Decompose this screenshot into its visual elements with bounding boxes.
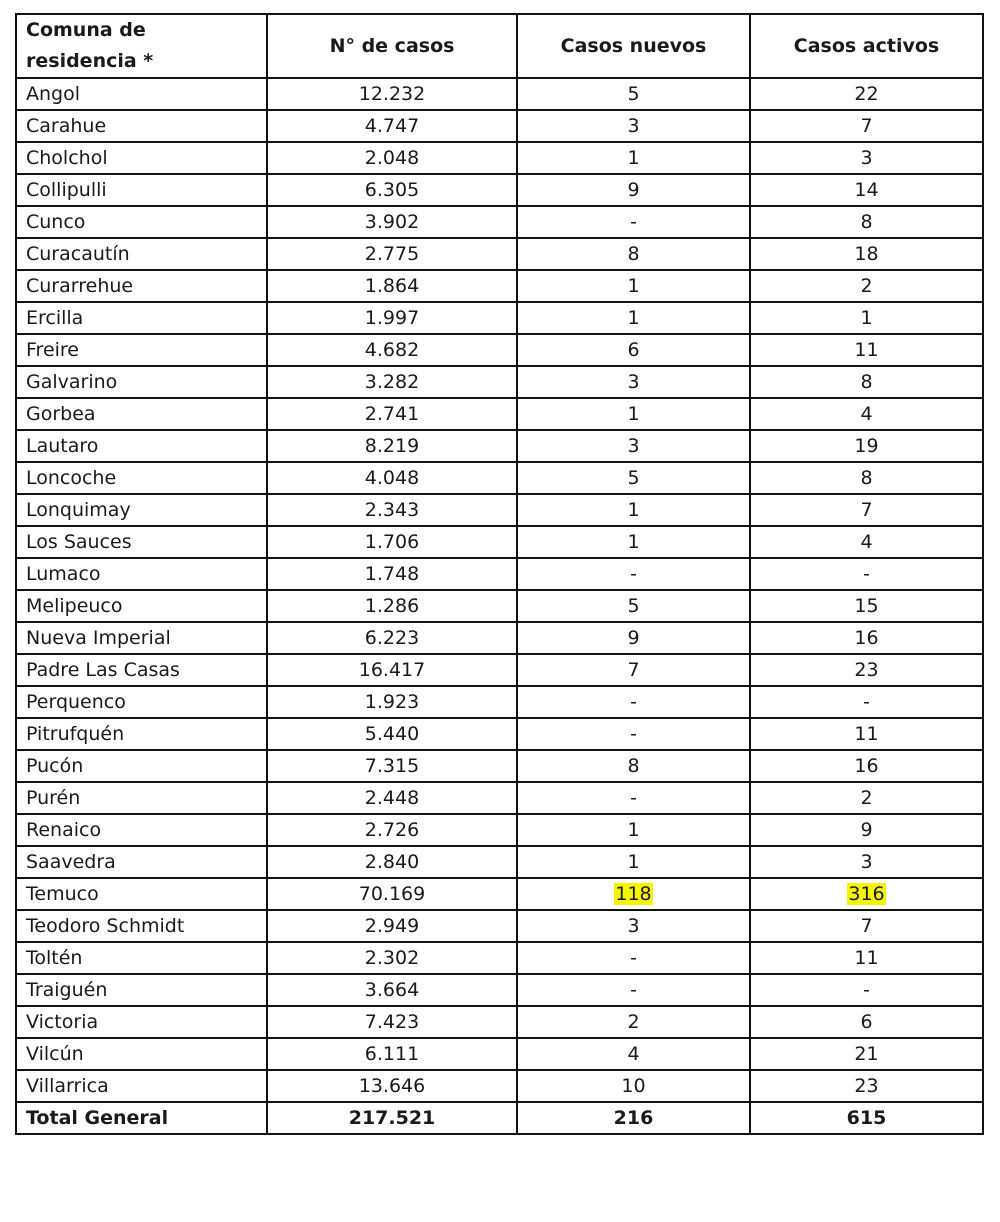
cell-num-casos: 2.726 xyxy=(267,814,517,846)
cell-comuna: Lumaco xyxy=(16,558,267,590)
cell-casos-nuevos: 1 xyxy=(517,526,750,558)
table-row xyxy=(16,654,983,686)
cell-comuna: Cunco xyxy=(16,206,267,238)
cell-casos-nuevos: 1 xyxy=(517,398,750,430)
cell-casos-nuevos: - xyxy=(517,942,750,974)
table-row xyxy=(16,526,983,558)
table-row xyxy=(16,78,983,110)
table-row xyxy=(16,686,983,718)
table-row xyxy=(16,622,983,654)
cell-comuna: Angol xyxy=(16,78,267,110)
cell-casos-activos: 23 xyxy=(750,654,983,686)
cell-comuna: Vilcún xyxy=(16,1038,267,1070)
cell-casos-activos: 11 xyxy=(750,942,983,974)
cell-casos-activos: 6 xyxy=(750,1006,983,1038)
cell-num-casos: 70.169 xyxy=(267,878,517,910)
cell-casos-activos: 7 xyxy=(750,110,983,142)
cell-casos-nuevos: - xyxy=(517,206,750,238)
header-comuna-line2: residencia * xyxy=(26,50,154,72)
cell-casos-activos: 22 xyxy=(750,78,983,110)
cell-comuna: Saavedra xyxy=(16,846,267,878)
cell-comuna: Los Sauces xyxy=(16,526,267,558)
cell-casos-activos: 21 xyxy=(750,1038,983,1070)
cell-casos-nuevos: 3 xyxy=(517,430,750,462)
cell-casos-activos: 2 xyxy=(750,782,983,814)
cell-num-casos: 16.417 xyxy=(267,654,517,686)
cell-casos-nuevos: 9 xyxy=(517,622,750,654)
table-row xyxy=(16,366,983,398)
cell-num-casos: 7.315 xyxy=(267,750,517,782)
cell-comuna: Galvarino xyxy=(16,366,267,398)
cell-casos-activos: 23 xyxy=(750,1070,983,1102)
cell-casos-activos: 16 xyxy=(750,622,983,654)
cell-casos-activos: 7 xyxy=(750,910,983,942)
cell-casos-activos: 19 xyxy=(750,430,983,462)
cell-comuna: Toltén xyxy=(16,942,267,974)
cell-comuna: Perquenco xyxy=(16,686,267,718)
total-row xyxy=(16,1102,983,1134)
cell-num-casos: 5.440 xyxy=(267,718,517,750)
table-row xyxy=(16,750,983,782)
header-casos-activos: Casos activos xyxy=(750,14,983,78)
cell-casos-nuevos: 3 xyxy=(517,110,750,142)
header-num-casos: N° de casos xyxy=(267,14,517,78)
cell-num-casos: 3.282 xyxy=(267,366,517,398)
cell-num-casos: 2.775 xyxy=(267,238,517,270)
cell-num-casos: 2.343 xyxy=(267,494,517,526)
table-row xyxy=(16,718,983,750)
cell-comuna: Gorbea xyxy=(16,398,267,430)
cell-casos-nuevos: 1 xyxy=(517,142,750,174)
cases-table-container xyxy=(15,13,984,1135)
cell-casos-nuevos: 1 xyxy=(517,814,750,846)
table-row xyxy=(16,942,983,974)
cell-num-casos: 1.748 xyxy=(267,558,517,590)
cell-comuna: Traiguén xyxy=(16,974,267,1006)
cell-num-casos: 1.864 xyxy=(267,270,517,302)
cell-casos-nuevos: 5 xyxy=(517,78,750,110)
table-row xyxy=(16,238,983,270)
table-row xyxy=(16,302,983,334)
cell-comuna: Curacautín xyxy=(16,238,267,270)
cell-comuna: Padre Las Casas xyxy=(16,654,267,686)
cell-casos-nuevos: 6 xyxy=(517,334,750,366)
cell-casos-nuevos: 5 xyxy=(517,462,750,494)
table-row xyxy=(16,142,983,174)
cell-num-casos: 6.305 xyxy=(267,174,517,206)
cell-casos-nuevos: 8 xyxy=(517,750,750,782)
table-row xyxy=(16,462,983,494)
cell-casos-activos: - xyxy=(750,686,983,718)
cell-comuna: Teodoro Schmidt xyxy=(16,910,267,942)
highlighted-value: 118 xyxy=(615,883,652,905)
total-activos: 615 xyxy=(750,1102,983,1134)
cell-comuna: Loncoche xyxy=(16,462,267,494)
cell-comuna: Pucón xyxy=(16,750,267,782)
cell-casos-nuevos: - xyxy=(517,686,750,718)
cell-casos-activos: 8 xyxy=(750,462,983,494)
cell-casos-activos: 15 xyxy=(750,590,983,622)
cell-casos-activos: 18 xyxy=(750,238,983,270)
cell-num-casos: 2.302 xyxy=(267,942,517,974)
table-row xyxy=(16,558,983,590)
cell-casos-activos: 9 xyxy=(750,814,983,846)
cell-num-casos: 1.923 xyxy=(267,686,517,718)
cell-casos-nuevos: 1 xyxy=(517,494,750,526)
cell-casos-nuevos: - xyxy=(517,974,750,1006)
cell-comuna: Temuco xyxy=(16,878,267,910)
table-row xyxy=(16,846,983,878)
table-row xyxy=(16,910,983,942)
table-body xyxy=(16,78,983,1102)
cell-casos-activos xyxy=(750,878,983,910)
cell-casos-nuevos: 1 xyxy=(517,302,750,334)
cell-casos-activos: 3 xyxy=(750,846,983,878)
highlighted-value: 316 xyxy=(848,883,885,905)
cell-num-casos: 1.997 xyxy=(267,302,517,334)
cell-num-casos: 2.048 xyxy=(267,142,517,174)
cell-casos-nuevos: 5 xyxy=(517,590,750,622)
total-nuevos: 216 xyxy=(517,1102,750,1134)
cell-comuna: Curarrehue xyxy=(16,270,267,302)
cell-casos-nuevos: 1 xyxy=(517,270,750,302)
cell-casos-nuevos: 3 xyxy=(517,366,750,398)
cell-num-casos: 7.423 xyxy=(267,1006,517,1038)
cell-num-casos: 2.840 xyxy=(267,846,517,878)
cell-num-casos: 4.048 xyxy=(267,462,517,494)
cell-num-casos: 12.232 xyxy=(267,78,517,110)
cell-num-casos: 1.706 xyxy=(267,526,517,558)
table-row xyxy=(16,174,983,206)
cell-casos-nuevos: 7 xyxy=(517,654,750,686)
table-row xyxy=(16,206,983,238)
cell-casos-activos: 14 xyxy=(750,174,983,206)
cell-comuna: Ercilla xyxy=(16,302,267,334)
cell-comuna: Freire xyxy=(16,334,267,366)
cell-casos-nuevos: - xyxy=(517,558,750,590)
cell-comuna: Villarrica xyxy=(16,1070,267,1102)
cell-comuna: Victoria xyxy=(16,1006,267,1038)
header-casos-nuevos: Casos nuevos xyxy=(517,14,750,78)
cell-comuna: Melipeuco xyxy=(16,590,267,622)
cell-comuna: Cholchol xyxy=(16,142,267,174)
table-row xyxy=(16,334,983,366)
cell-num-casos: 1.286 xyxy=(267,590,517,622)
cell-casos-activos: 16 xyxy=(750,750,983,782)
cell-casos-activos: - xyxy=(750,558,983,590)
table-row xyxy=(16,782,983,814)
cell-comuna: Pitrufquén xyxy=(16,718,267,750)
cell-casos-nuevos: 3 xyxy=(517,910,750,942)
table-row xyxy=(16,430,983,462)
cell-casos-nuevos: 9 xyxy=(517,174,750,206)
cases-by-commune-table xyxy=(15,13,984,1135)
cell-num-casos: 8.219 xyxy=(267,430,517,462)
cell-num-casos: 3.664 xyxy=(267,974,517,1006)
cell-casos-activos: 8 xyxy=(750,206,983,238)
header-row xyxy=(16,14,983,78)
cell-casos-activos: - xyxy=(750,974,983,1006)
cell-casos-activos: 2 xyxy=(750,270,983,302)
cell-num-casos: 3.902 xyxy=(267,206,517,238)
cell-casos-activos: 7 xyxy=(750,494,983,526)
cell-comuna: Purén xyxy=(16,782,267,814)
cell-casos-activos: 3 xyxy=(750,142,983,174)
cell-casos-nuevos: 1 xyxy=(517,846,750,878)
cell-num-casos: 6.223 xyxy=(267,622,517,654)
cell-casos-activos: 4 xyxy=(750,398,983,430)
cell-casos-nuevos: 8 xyxy=(517,238,750,270)
cell-casos-activos: 11 xyxy=(750,334,983,366)
cell-casos-nuevos: 10 xyxy=(517,1070,750,1102)
cell-num-casos: 2.949 xyxy=(267,910,517,942)
cell-num-casos: 2.741 xyxy=(267,398,517,430)
cell-comuna: Nueva Imperial xyxy=(16,622,267,654)
table-row xyxy=(16,1038,983,1070)
table-row xyxy=(16,110,983,142)
cell-casos-nuevos: 2 xyxy=(517,1006,750,1038)
table-row xyxy=(16,1070,983,1102)
table-row xyxy=(16,974,983,1006)
table-row xyxy=(16,398,983,430)
total-label: Total General xyxy=(16,1102,267,1134)
total-casos: 217.521 xyxy=(267,1102,517,1134)
table-row xyxy=(16,590,983,622)
header-comuna-line1: Comuna de xyxy=(26,19,146,41)
cell-num-casos: 2.448 xyxy=(267,782,517,814)
cell-casos-activos: 4 xyxy=(750,526,983,558)
table-row xyxy=(16,814,983,846)
cell-comuna: Collipulli xyxy=(16,174,267,206)
cell-casos-nuevos xyxy=(517,878,750,910)
cell-comuna: Carahue xyxy=(16,110,267,142)
cell-casos-nuevos: - xyxy=(517,718,750,750)
cell-num-casos: 4.747 xyxy=(267,110,517,142)
table-row xyxy=(16,270,983,302)
cell-num-casos: 6.111 xyxy=(267,1038,517,1070)
cell-comuna: Lautaro xyxy=(16,430,267,462)
table-row xyxy=(16,878,983,910)
cell-casos-activos: 8 xyxy=(750,366,983,398)
cell-comuna: Lonquimay xyxy=(16,494,267,526)
cell-casos-nuevos: - xyxy=(517,782,750,814)
table-row xyxy=(16,494,983,526)
cell-num-casos: 4.682 xyxy=(267,334,517,366)
cell-casos-activos: 11 xyxy=(750,718,983,750)
cell-comuna: Renaico xyxy=(16,814,267,846)
cell-casos-nuevos: 4 xyxy=(517,1038,750,1070)
header-comuna xyxy=(16,14,267,78)
cell-num-casos: 13.646 xyxy=(267,1070,517,1102)
cell-casos-activos: 1 xyxy=(750,302,983,334)
table-row xyxy=(16,1006,983,1038)
